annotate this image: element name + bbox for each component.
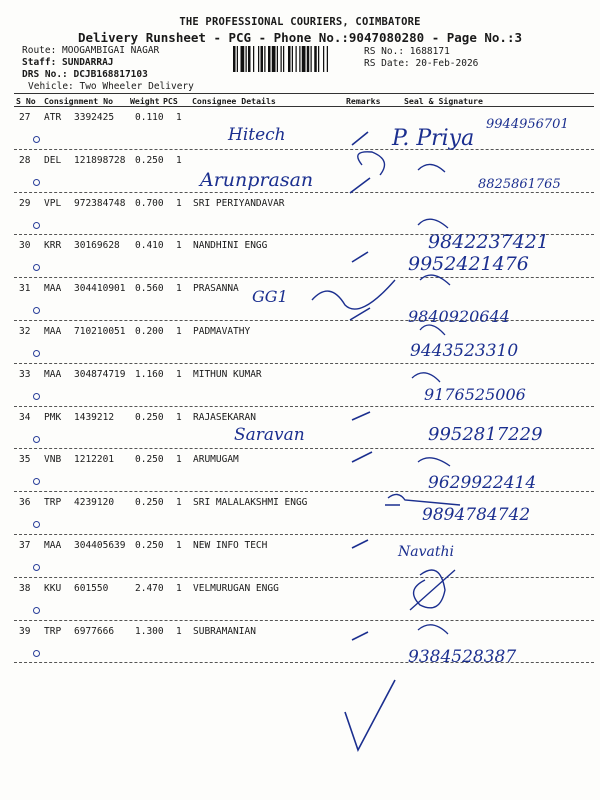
consignment-number: 1439212 <box>74 411 115 423</box>
weight-value: 0.250 <box>135 497 164 509</box>
consignment-number: 304405639 <box>74 540 126 551</box>
consignment-number: 3392425 <box>74 112 115 123</box>
weight-value: 0.250 <box>135 454 164 466</box>
barcode-bar <box>311 46 312 72</box>
pcs-value: 1 <box>176 411 182 423</box>
staff-label: Staff: SUNDARRAJ <box>22 57 114 68</box>
handwritten-name-row28: Arunprasan <box>200 169 314 191</box>
vehicle-label: Vehicle: Two Wheeler Delivery <box>28 81 194 92</box>
consignment-prefix: VNB <box>44 454 62 466</box>
pcs-value: 1 <box>176 582 182 594</box>
serial-number: 29 <box>19 197 31 209</box>
barcode-bar <box>307 46 310 72</box>
barcode-bar <box>323 46 324 72</box>
company-name: THE PROFESSIONAL COURIERS, COIMBATORE <box>179 16 421 28</box>
weight-value: 1.300 <box>135 625 164 637</box>
ink-dot <box>33 179 40 186</box>
barcode-bar <box>272 46 276 72</box>
consignment-prefix: KKU <box>44 582 62 594</box>
barcode-bar <box>233 46 236 72</box>
barcode-bar <box>264 46 265 72</box>
drs-label: DRS No.: DCJB168817103 <box>22 69 148 80</box>
row-divider <box>14 534 594 535</box>
ink-dot <box>33 650 40 657</box>
serial-number: 37 <box>19 540 31 551</box>
row-divider <box>14 406 594 407</box>
consignee-name: SRI PERIYANDAVAR <box>193 197 285 209</box>
row-divider <box>14 577 594 578</box>
serial-number: 33 <box>19 368 31 380</box>
barcode-bar <box>327 46 328 72</box>
consignment-prefix: ATR <box>44 112 62 123</box>
barcode-bar <box>299 46 300 72</box>
serial-number: 36 <box>19 497 31 509</box>
phone-row33: 9176525006 <box>424 385 526 404</box>
consignee-name: PRASANNA <box>193 283 239 295</box>
row-divider <box>14 320 594 321</box>
ink-dot <box>33 521 40 528</box>
pcs-value: 1 <box>176 197 182 209</box>
consignee-name: NEW INFO TECH <box>193 540 268 551</box>
serial-number: 32 <box>19 326 31 337</box>
barcode-bar <box>261 46 264 72</box>
pcs-value: 1 <box>176 497 182 509</box>
route-label: Route: MOOGAMBIGAI NAGAR <box>22 45 160 56</box>
consignment-prefix: KRR <box>44 240 62 252</box>
signature-row37: Navathi <box>398 544 454 560</box>
weight-value: 1.160 <box>135 368 164 380</box>
consignee-name: RAJASEKARAN <box>193 411 256 423</box>
phone-row39: 9384528387 <box>408 647 517 667</box>
consignment-number: 710210051 <box>74 326 126 337</box>
serial-number: 39 <box>19 625 31 637</box>
phone-row29: 9842237421 <box>428 231 549 253</box>
consignment-number: 601550 <box>74 582 109 594</box>
phone-row35: 9629922414 <box>428 473 537 493</box>
weight-value: 0.700 <box>135 197 164 209</box>
col-header-weight: Weight <box>130 96 160 106</box>
col-header-remarks: Remarks <box>346 96 381 106</box>
pcs-value: 1 <box>176 540 182 551</box>
phone-row31: 9840920644 <box>408 307 510 326</box>
consignee-name: NANDHINI ENGG <box>193 240 268 252</box>
phone-row30: 9952421476 <box>408 253 529 275</box>
serial-number: 35 <box>19 454 31 466</box>
consignment-prefix: TRP <box>44 497 62 509</box>
barcode-bar <box>241 46 245 72</box>
pcs-value: 1 <box>176 454 182 466</box>
ink-dot <box>33 264 40 271</box>
rs-date: RS Date: 20-Feb-2026 <box>364 58 479 69</box>
consignee-name: VELMURUGAN ENGG <box>193 582 279 594</box>
row-divider <box>14 363 594 364</box>
consignee-name: SUBRAMANIAN <box>193 625 256 637</box>
col-header-seal: Seal & Signature <box>404 96 483 106</box>
pcs-value: 1 <box>176 154 182 166</box>
handwritten-name-row27: Hitech <box>228 125 286 145</box>
col-header-pcs: PCS <box>163 96 178 106</box>
weight-value: 0.200 <box>135 326 164 337</box>
barcode-bar <box>302 46 306 72</box>
consignment-number: 1212201 <box>74 454 115 466</box>
col-header-sno: S No <box>16 96 36 106</box>
serial-number: 28 <box>19 154 31 166</box>
row-divider <box>14 662 594 663</box>
phone-row27: 9944956701 <box>486 117 569 132</box>
weight-value: 0.250 <box>135 411 164 423</box>
barcode-bar <box>237 46 238 72</box>
handwritten-gg1: GG1 <box>252 287 288 306</box>
ink-dot <box>33 564 40 571</box>
ink-dot <box>33 607 40 614</box>
serial-number: 27 <box>19 112 31 123</box>
weight-value: 0.410 <box>135 240 164 252</box>
consignment-number: 304874719 <box>74 368 126 380</box>
consignee-name: ARUMUGAM <box>193 454 239 466</box>
barcode-bar <box>292 46 293 72</box>
row-divider <box>14 277 594 278</box>
weight-value: 2.470 <box>135 582 164 594</box>
pcs-value: 1 <box>176 625 182 637</box>
ink-dot <box>33 436 40 443</box>
consignment-prefix: VPL <box>44 197 62 209</box>
handwritten-name-row34: Saravan <box>234 425 305 445</box>
weight-value: 0.250 <box>135 154 164 166</box>
barcode-bar <box>277 46 278 72</box>
consignment-number: 972384748 <box>74 197 126 209</box>
barcode-bar <box>248 46 251 72</box>
barcode-bar <box>268 46 271 72</box>
header-rule-top <box>14 93 594 94</box>
runsheet-title: Delivery Runsheet - PCG - Phone No.:9047080280 - Page No.:3 <box>77 30 522 45</box>
consignment-prefix: MAA <box>44 540 62 551</box>
signature-row27: P. Priya <box>392 126 475 151</box>
row-divider <box>14 192 594 193</box>
ink-dot <box>33 393 40 400</box>
barcode-bar <box>246 46 247 72</box>
ink-dot <box>33 136 40 143</box>
pcs-value: 1 <box>176 326 182 337</box>
consignee-name: MITHUN KUMAR <box>193 368 262 380</box>
serial-number: 38 <box>19 582 31 594</box>
barcode-bar <box>283 46 284 72</box>
serial-number: 30 <box>19 240 31 252</box>
pcs-value: 1 <box>176 368 182 380</box>
consignment-prefix: MAA <box>44 326 62 337</box>
row-divider <box>14 149 594 150</box>
consignment-prefix: TRP <box>44 625 62 637</box>
barcode-bar <box>314 46 317 72</box>
row-divider <box>14 448 594 449</box>
barcode <box>233 46 359 72</box>
phone-row34: 9952817229 <box>428 424 543 445</box>
barcode-bar <box>258 46 259 72</box>
barcode-bar <box>296 46 297 72</box>
consignment-number: 30169628 <box>74 240 120 252</box>
consignment-prefix: DEL <box>44 154 62 166</box>
barcode-bar <box>288 46 291 72</box>
barcode-bar <box>318 46 319 72</box>
phone-row36: 9894784742 <box>422 505 531 525</box>
serial-number: 31 <box>19 283 31 295</box>
weight-value: 0.560 <box>135 283 164 295</box>
phone-row28: 8825861765 <box>478 177 561 192</box>
barcode-bar <box>281 46 282 72</box>
consignee-name: SRI MALALAKSHMI ENGG <box>193 497 308 509</box>
rs-number: RS No.: 1688171 <box>364 46 450 57</box>
ink-dot <box>33 307 40 314</box>
consignment-number: 121898728 <box>74 154 126 166</box>
consignment-number: 4239120 <box>74 497 115 509</box>
consignment-number: 304410901 <box>74 283 126 295</box>
ink-dot <box>33 350 40 357</box>
serial-number: 34 <box>19 411 31 423</box>
barcode-bar <box>253 46 254 72</box>
consignment-prefix: MAA <box>44 283 62 295</box>
pcs-value: 1 <box>176 240 182 252</box>
pcs-value: 1 <box>176 283 182 295</box>
ink-dot <box>33 478 40 485</box>
consignee-name: PADMAVATHY <box>193 326 251 337</box>
col-header-consignment: Consignment No <box>44 96 114 106</box>
row-divider <box>14 234 594 235</box>
weight-value: 0.110 <box>135 112 164 123</box>
consignment-prefix: MAA <box>44 368 62 380</box>
consignment-number: 6977666 <box>74 625 115 637</box>
row-divider <box>14 491 594 492</box>
consignment-prefix: PMK <box>44 411 62 423</box>
col-header-consignee: Consignee Details <box>192 96 276 106</box>
weight-value: 0.250 <box>135 540 164 551</box>
header-rule-bottom <box>14 106 594 107</box>
phone-row32: 9443523310 <box>410 341 519 361</box>
row-divider <box>14 620 594 621</box>
pcs-value: 1 <box>176 112 182 123</box>
ink-dot <box>33 222 40 229</box>
